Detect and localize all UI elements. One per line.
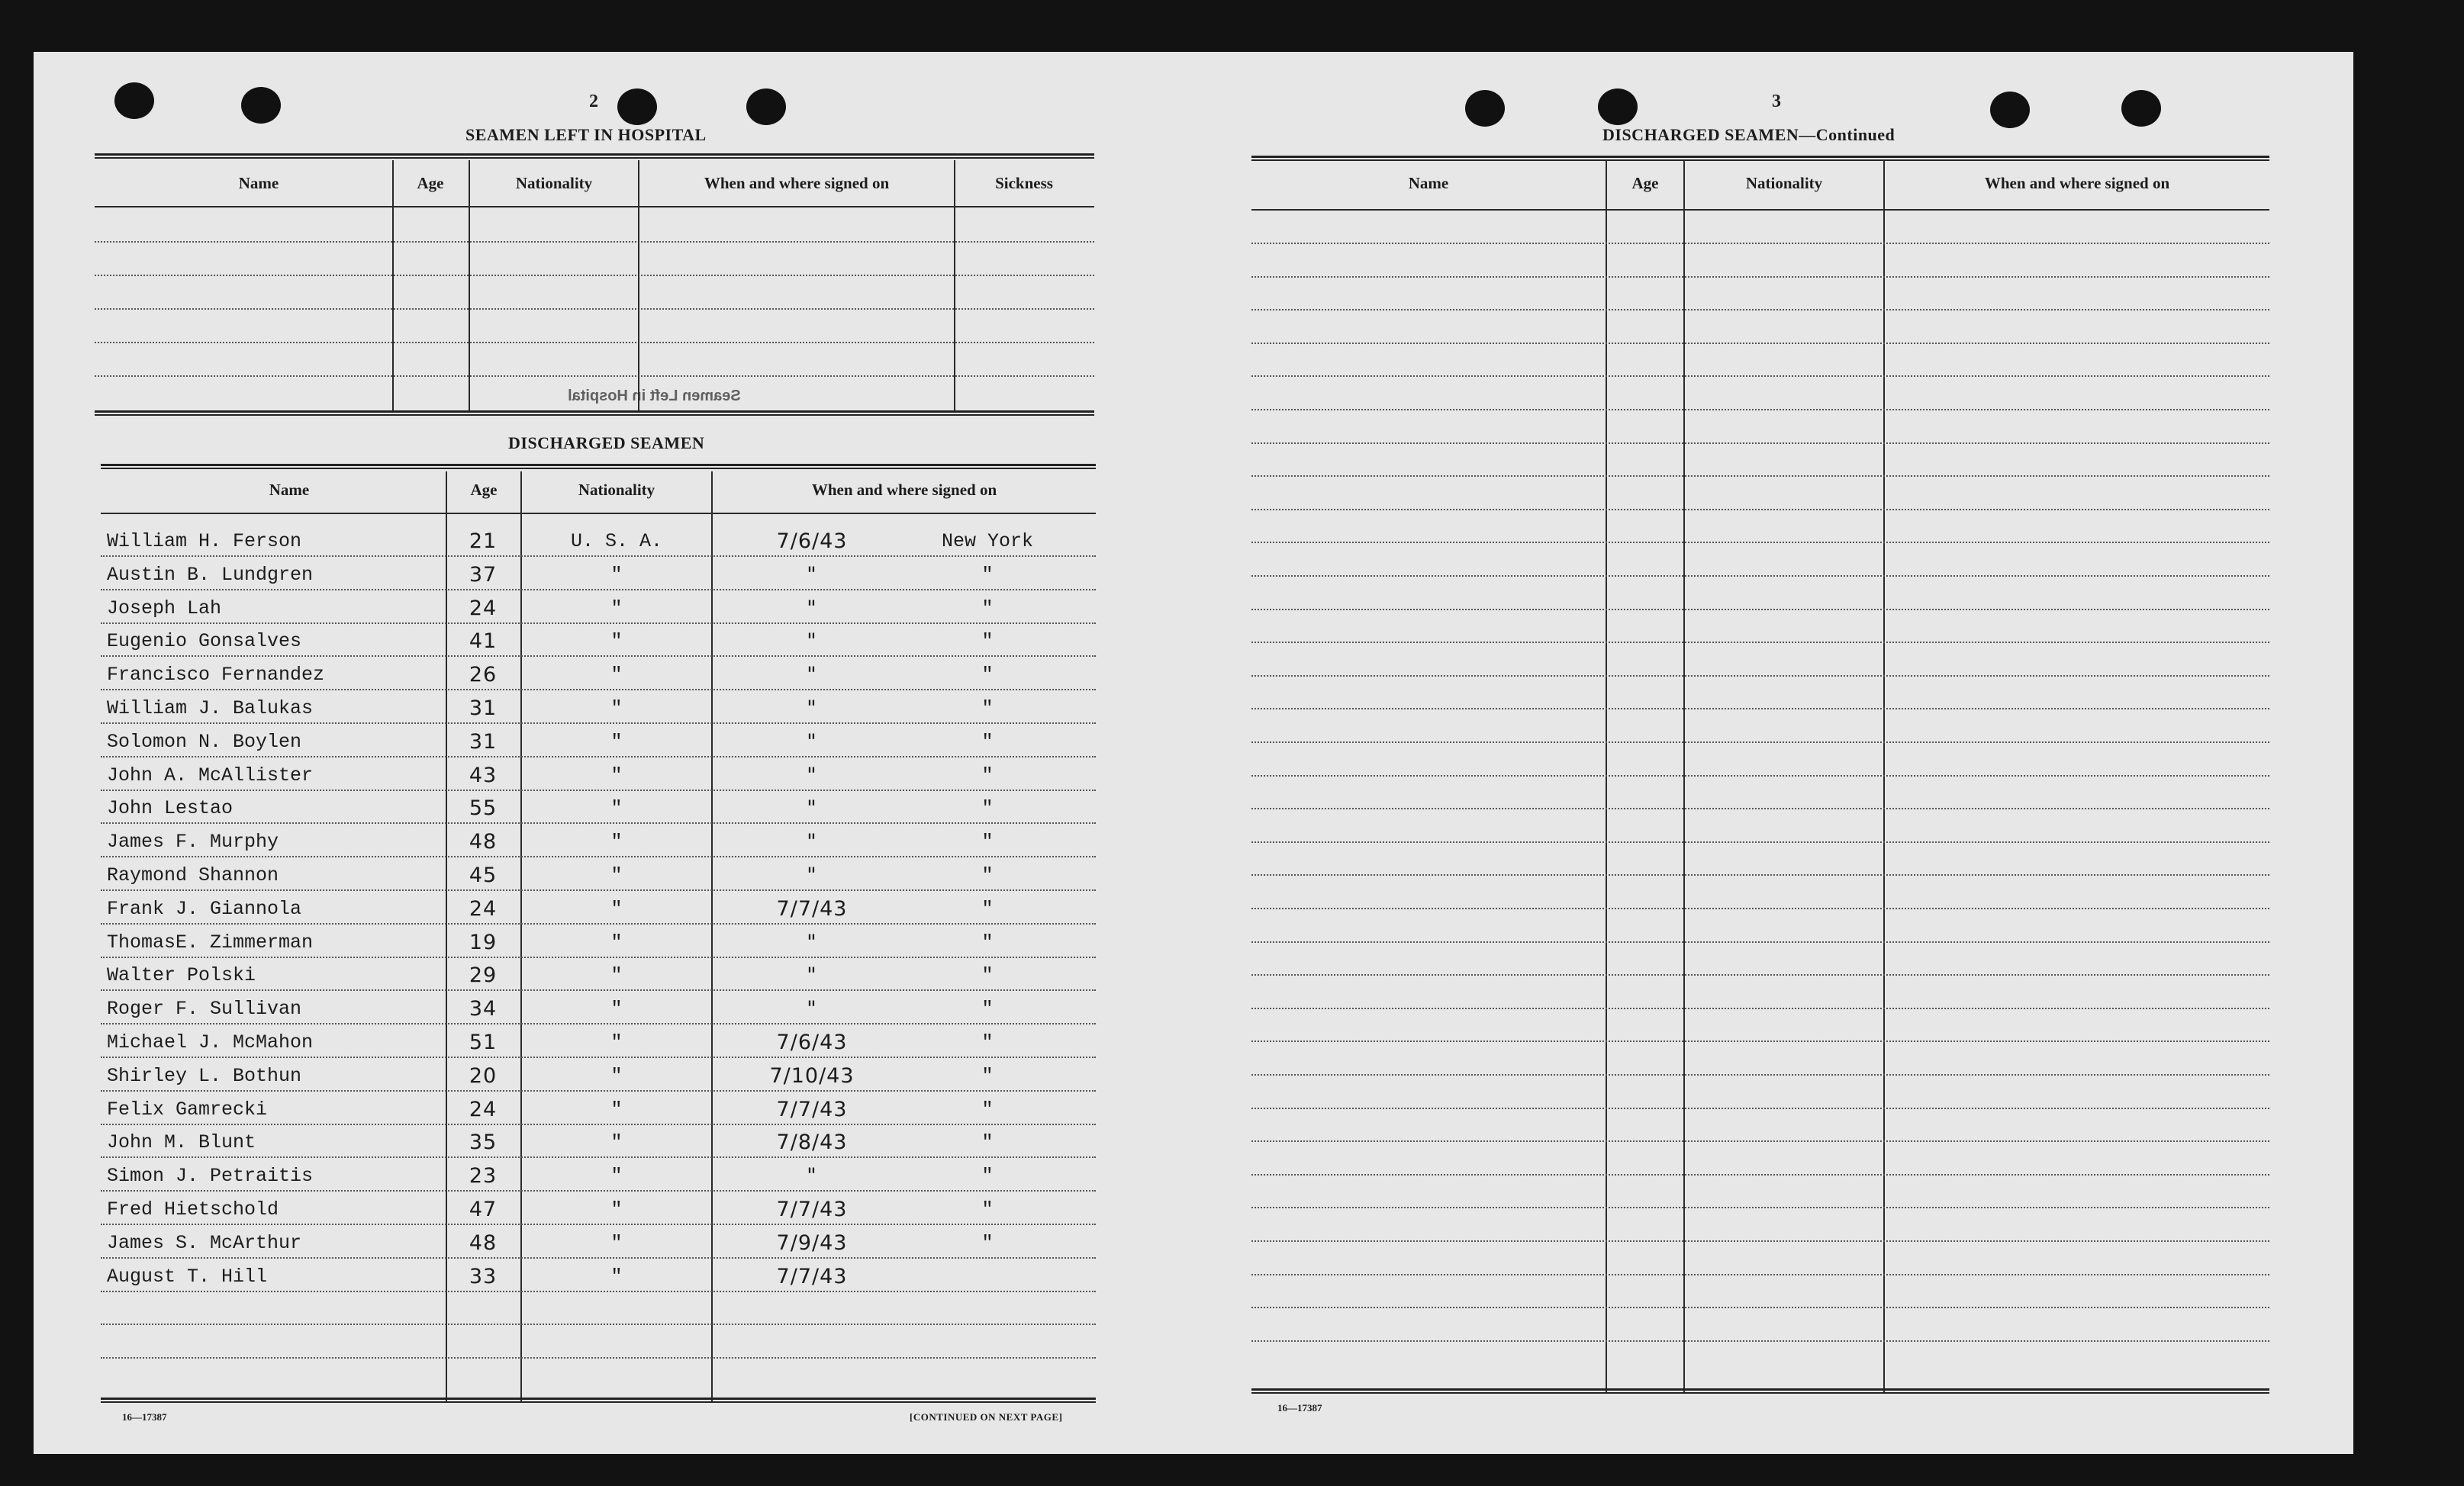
ruled-line xyxy=(101,1291,1096,1292)
ruled-line xyxy=(1251,1240,2269,1242)
form-number: 16—17387 xyxy=(122,1411,167,1423)
row-place: " xyxy=(981,664,994,687)
row-place: New York xyxy=(941,530,1034,552)
ruled-line xyxy=(1251,1340,2269,1342)
row-place: " xyxy=(981,1165,994,1188)
row-name: Francisco Fernandez xyxy=(107,664,325,687)
ruled-line xyxy=(1251,609,2269,610)
row-nationality: " xyxy=(610,1064,623,1087)
row-name: Simon J. Petraitis xyxy=(107,1165,314,1188)
ruled-line xyxy=(101,622,1096,624)
row-place: " xyxy=(981,597,994,619)
punch-hole xyxy=(617,88,657,125)
ruled-line xyxy=(1251,1074,2269,1076)
row-nationality: " xyxy=(610,797,623,820)
ruled-line xyxy=(95,342,1094,343)
row-nationality: " xyxy=(610,1231,623,1254)
hospital-header-age: Age xyxy=(417,174,444,192)
column-divider xyxy=(469,160,470,412)
row-date: " xyxy=(807,562,817,587)
row-date: 7/7/43 xyxy=(776,1097,848,1121)
ruled-line xyxy=(101,1324,1096,1325)
row-age: 24 xyxy=(469,596,498,620)
ruled-line xyxy=(1251,343,2269,344)
ruled-line xyxy=(1251,1174,2269,1176)
row-place: " xyxy=(981,730,994,753)
punch-hole xyxy=(114,82,154,119)
row-age: 37 xyxy=(469,562,498,587)
page-number: 2 xyxy=(589,92,598,111)
row-age: 41 xyxy=(469,629,498,654)
hospital-header-name: Name xyxy=(238,174,279,192)
ruled-line xyxy=(1251,276,2269,278)
ruled-line xyxy=(95,241,1094,243)
row-name: Felix Gamrecki xyxy=(107,1098,268,1121)
column-divider xyxy=(711,471,713,1402)
ruled-line xyxy=(1251,243,2269,244)
right-header-nationality: Nationality xyxy=(1745,174,1823,192)
row-name: Michael J. McMahon xyxy=(107,1031,314,1053)
row-age: 48 xyxy=(469,830,498,854)
ruled-line xyxy=(101,1090,1096,1092)
ruled-line xyxy=(101,1156,1096,1158)
ruled-line xyxy=(1251,1140,2269,1142)
row-place: " xyxy=(981,630,994,653)
punch-hole xyxy=(1990,92,2030,128)
row-nationality: " xyxy=(610,931,623,954)
row-nationality: " xyxy=(610,630,623,653)
ruled-line xyxy=(101,1224,1096,1225)
rule xyxy=(101,513,1096,514)
row-date: " xyxy=(807,1164,817,1188)
row-date: 7/7/43 xyxy=(776,896,848,921)
ruled-line xyxy=(1251,1008,2269,1009)
column-divider xyxy=(954,160,955,412)
ruled-line xyxy=(1251,475,2269,477)
row-place: " xyxy=(981,1031,994,1053)
row-name: Roger F. Sullivan xyxy=(107,998,302,1021)
punch-hole xyxy=(746,88,786,125)
rule xyxy=(95,410,1094,416)
row-date: " xyxy=(807,629,817,654)
column-divider xyxy=(638,160,639,412)
bleed-through-text: Seamen Left in Hospital xyxy=(568,388,741,404)
row-date: " xyxy=(807,596,817,620)
ruled-line xyxy=(101,923,1096,925)
row-age: 21 xyxy=(469,529,498,553)
row-age: 20 xyxy=(469,1063,498,1088)
row-place: " xyxy=(981,1131,994,1154)
right-header-name: Name xyxy=(1408,174,1449,192)
row-place: " xyxy=(981,1198,994,1221)
row-name: ThomasE. Zimmerman xyxy=(107,931,314,954)
row-age: 24 xyxy=(469,1097,498,1121)
discharged-continued-title: DISCHARGED SEAMEN—Continued xyxy=(1602,125,1896,144)
ruled-line xyxy=(101,555,1096,557)
row-age: 55 xyxy=(469,796,498,821)
row-nationality: " xyxy=(610,998,623,1021)
ruled-line xyxy=(1251,1041,2269,1042)
row-nationality: " xyxy=(610,597,623,619)
row-name: Fred Hietschold xyxy=(107,1198,279,1221)
row-age: 23 xyxy=(469,1164,498,1188)
row-name: August T. Hill xyxy=(107,1265,268,1288)
row-age: 43 xyxy=(469,763,498,787)
row-nationality: " xyxy=(610,764,623,786)
row-date: " xyxy=(807,729,817,754)
row-date: " xyxy=(807,763,817,787)
discharged-header-signed-on: When and where signed on xyxy=(811,481,997,499)
row-name: John Lestao xyxy=(107,797,234,820)
column-divider xyxy=(392,160,394,412)
ruled-line xyxy=(101,1257,1096,1259)
ruled-line xyxy=(101,1124,1096,1125)
ruled-line xyxy=(101,822,1096,824)
rule xyxy=(1251,1388,2269,1394)
ruled-line xyxy=(101,589,1096,590)
row-name: Shirley L. Bothun xyxy=(107,1064,302,1087)
ruled-line xyxy=(1251,808,2269,809)
ruled-line xyxy=(1251,841,2269,843)
rule xyxy=(1251,209,2269,211)
ruled-line xyxy=(1251,309,2269,310)
hospital-section-title: SEAMEN LEFT IN HOSPITAL xyxy=(465,125,707,144)
row-place: " xyxy=(981,931,994,954)
row-age: 45 xyxy=(469,864,498,887)
row-name: Eugenio Gonsalves xyxy=(107,630,302,653)
ruled-line xyxy=(95,275,1094,276)
row-nationality: " xyxy=(610,1131,623,1154)
ruled-line xyxy=(101,1190,1096,1192)
row-age: 29 xyxy=(469,963,498,988)
ruled-line xyxy=(1251,1108,2269,1109)
row-nationality: " xyxy=(610,1198,623,1221)
row-nationality: " xyxy=(610,697,623,719)
hospital-header-sickness: Sickness xyxy=(995,174,1053,192)
row-age: 34 xyxy=(469,997,498,1021)
ruled-line xyxy=(1251,675,2269,677)
row-date: " xyxy=(807,663,817,687)
row-place: " xyxy=(981,998,994,1021)
row-nationality: " xyxy=(610,563,623,586)
row-nationality: " xyxy=(610,897,623,920)
ruled-line xyxy=(1251,974,2269,976)
row-age: 33 xyxy=(469,1264,498,1288)
row-age: 31 xyxy=(469,696,498,720)
row-place: " xyxy=(981,831,994,854)
row-date: 7/7/43 xyxy=(776,1264,848,1288)
row-nationality: " xyxy=(610,1265,623,1288)
rule xyxy=(95,206,1094,207)
row-nationality: " xyxy=(610,1031,623,1053)
rule xyxy=(101,1398,1096,1403)
ruled-line xyxy=(101,856,1096,857)
row-date: " xyxy=(807,997,817,1021)
row-age: 26 xyxy=(469,663,498,687)
row-date: " xyxy=(807,963,817,988)
row-name: Joseph Lah xyxy=(107,597,222,619)
punch-hole xyxy=(1598,88,1638,125)
ruled-line xyxy=(1251,642,2269,643)
row-nationality: U. S. A. xyxy=(570,530,663,552)
ruled-line xyxy=(1251,941,2269,943)
row-nationality: " xyxy=(610,730,623,753)
discharged-section-title: DISCHARGED SEAMEN xyxy=(508,433,705,452)
ruled-line xyxy=(101,1057,1096,1058)
ruled-line xyxy=(1251,775,2269,777)
discharged-header-name: Name xyxy=(269,481,310,499)
row-nationality: " xyxy=(610,1165,623,1188)
ruled-line xyxy=(1251,1307,2269,1308)
ruled-line xyxy=(95,375,1094,377)
punch-hole xyxy=(2121,90,2161,127)
ruled-line xyxy=(1251,1274,2269,1275)
row-age: 47 xyxy=(469,1198,498,1221)
page-number: 3 xyxy=(1772,92,1781,111)
ruled-line xyxy=(101,722,1096,724)
row-date: " xyxy=(807,830,817,854)
row-date: 7/7/43 xyxy=(776,1198,848,1221)
ruled-line xyxy=(101,790,1096,791)
row-name: Walter Polski xyxy=(107,964,256,987)
ruled-line xyxy=(1251,708,2269,709)
right-header-signed-on: When and where signed on xyxy=(1984,174,2170,192)
row-place: " xyxy=(981,1064,994,1087)
row-place: " xyxy=(981,764,994,786)
row-name: Solomon N. Boylen xyxy=(107,730,302,753)
row-name: William J. Balukas xyxy=(107,697,314,719)
row-name: William H. Ferson xyxy=(107,530,302,552)
row-date: 7/9/43 xyxy=(776,1230,848,1255)
document-sheet xyxy=(34,52,2353,1454)
ruled-line xyxy=(95,308,1094,310)
ruled-line xyxy=(101,689,1096,690)
ruled-line xyxy=(1251,509,2269,510)
row-age: 35 xyxy=(469,1131,498,1155)
ruled-line xyxy=(1251,375,2269,377)
punch-hole xyxy=(241,87,281,124)
ruled-line xyxy=(101,889,1096,891)
discharged-header-age: Age xyxy=(470,481,498,499)
row-place: " xyxy=(981,563,994,586)
row-name: John M. Blunt xyxy=(107,1131,256,1154)
hospital-header-signed-on: When and where signed on xyxy=(704,174,890,192)
row-nationality: " xyxy=(610,964,623,987)
rule xyxy=(101,464,1096,469)
ruled-line xyxy=(1251,741,2269,743)
row-place: " xyxy=(981,897,994,920)
row-place: " xyxy=(981,864,994,886)
ruled-line xyxy=(1251,542,2269,543)
row-place: " xyxy=(981,1098,994,1121)
continued-note: [CONTINUED ON NEXT PAGE] xyxy=(910,1411,1063,1423)
ruled-line xyxy=(1251,1207,2269,1208)
ruled-line xyxy=(101,1357,1096,1359)
row-place: " xyxy=(981,697,994,719)
row-name: John A. McAllister xyxy=(107,764,314,786)
row-date: 7/8/43 xyxy=(776,1131,848,1155)
ruled-line xyxy=(101,1023,1096,1024)
row-name: James S. McArthur xyxy=(107,1231,302,1254)
row-name: Raymond Shannon xyxy=(107,864,279,886)
ruled-line xyxy=(1251,442,2269,444)
row-name: Frank J. Giannola xyxy=(107,897,302,920)
row-nationality: " xyxy=(610,1098,623,1121)
rule xyxy=(1251,156,2269,161)
hospital-header-nationality: Nationality xyxy=(515,174,593,192)
punch-hole xyxy=(1465,90,1505,127)
discharged-header-nationality: Nationality xyxy=(578,481,655,499)
row-age: 24 xyxy=(469,896,498,921)
ruled-line xyxy=(101,655,1096,657)
row-nationality: " xyxy=(610,864,623,886)
form-number: 16—17387 xyxy=(1277,1402,1322,1414)
ruled-line xyxy=(1251,874,2269,876)
ruled-line xyxy=(1251,575,2269,577)
row-date: " xyxy=(807,864,817,887)
ruled-line xyxy=(101,989,1096,991)
right-header-age: Age xyxy=(1631,174,1659,192)
row-age: 51 xyxy=(469,1031,498,1054)
rule xyxy=(95,153,1094,159)
row-date: " xyxy=(807,696,817,720)
row-nationality: " xyxy=(610,831,623,854)
row-date: 7/6/43 xyxy=(776,1031,848,1054)
ruled-line xyxy=(1251,908,2269,909)
row-date: " xyxy=(807,796,817,821)
row-date: " xyxy=(807,930,817,954)
row-date: 7/6/43 xyxy=(776,529,848,553)
row-place: " xyxy=(981,964,994,987)
row-place: " xyxy=(981,1231,994,1254)
row-age: 19 xyxy=(469,930,498,954)
ruled-line xyxy=(101,756,1096,757)
row-nationality: " xyxy=(610,664,623,687)
row-place: " xyxy=(981,797,994,820)
row-name: James F. Murphy xyxy=(107,831,279,854)
row-age: 48 xyxy=(469,1230,498,1255)
ruled-line xyxy=(1251,409,2269,410)
row-age: 31 xyxy=(469,729,498,754)
row-date: 7/10/43 xyxy=(769,1063,855,1088)
ruled-line xyxy=(101,957,1096,958)
row-name: Austin B. Lundgren xyxy=(107,563,314,586)
